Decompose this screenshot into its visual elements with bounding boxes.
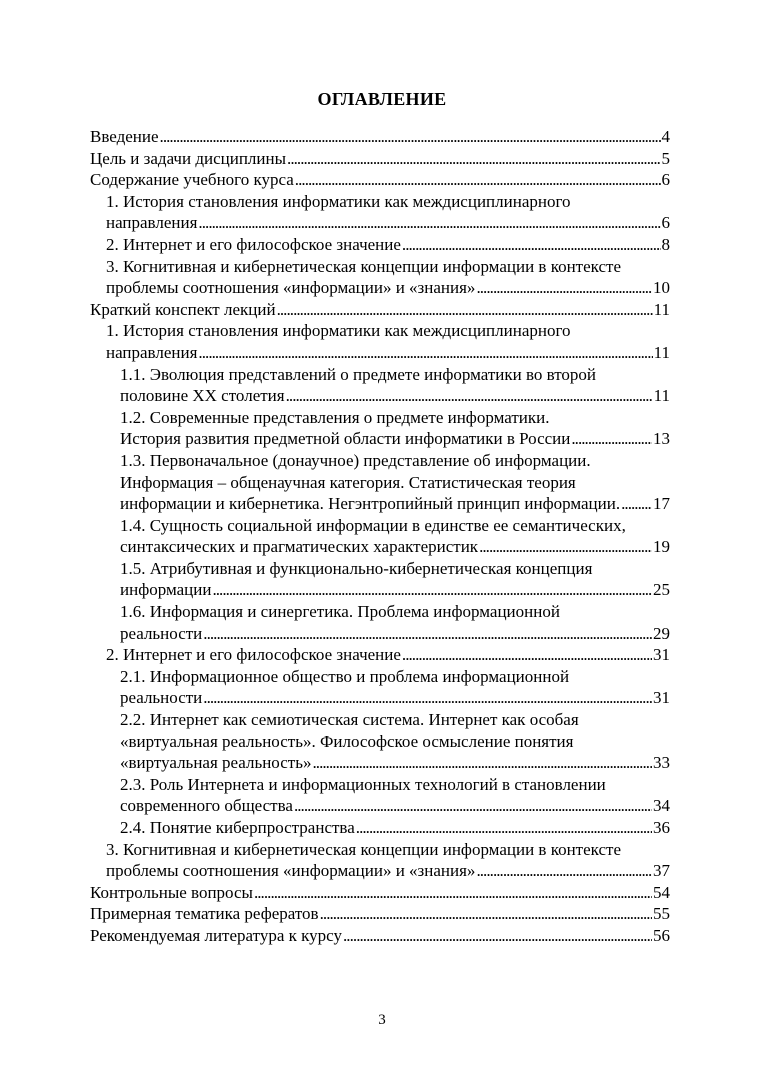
toc-entry-text: История развития предметной области информатики в России [120,429,571,449]
dot-leader [476,860,652,882]
toc-page-number: 10 [653,278,670,298]
toc-entry-text: 3. Когнитивная и кибернетическая концепции информации в контексте [106,256,622,276]
toc-page-number: 19 [653,537,670,557]
toc-page-number: 56 [653,925,670,945]
toc-entry-text: Цель и задачи дисциплины [90,148,287,168]
toc-entry-text: синтаксических и прагматических характеристик [120,537,479,557]
dot-leader [198,212,660,234]
toc-entry[interactable] [90,925,670,947]
toc-entry-text: 2. Интернет и его философское значение [106,645,401,665]
dot-leader [160,126,661,148]
toc-entry[interactable] [90,709,670,774]
toc-entry-text: 1.2. Современные представления о предмете информатики. [120,407,550,427]
dot-leader [277,299,653,321]
dot-leader [571,428,652,450]
page-number: 3 [378,1012,386,1028]
toc-page-number: 29 [653,623,670,643]
toc-entry-text: «виртуальная реальность» [120,753,312,773]
toc-entry-text: Содержание учебного курса [90,170,294,190]
dot-leader [287,148,660,170]
toc-entry-text: 2. Интернет и его философское значение [106,234,401,254]
toc-entry[interactable] [90,364,670,407]
toc-page-number: 4 [661,127,670,146]
toc-entry-text: 2.3. Роль Интернета и информационных технологий в становлении [120,774,606,794]
toc-page-number: 36 [653,818,670,837]
toc-page-number: 11 [653,386,670,406]
toc-entry-text: направления [106,342,198,362]
dot-leader [295,169,661,191]
toc-entry[interactable] [90,558,670,601]
toc-page-number: 6 [661,213,670,233]
dot-leader [198,342,652,364]
toc-page-number: 6 [661,170,670,190]
dot-leader [476,277,652,299]
toc-entry-text: проблемы соотношения «информации» и «знания» [106,278,476,298]
toc-entry-text: 1.1. Эволюция представлений о предмете информатики во второй [120,364,597,384]
dot-leader [212,579,652,601]
toc-entry[interactable] [90,320,670,363]
dot-leader [254,882,652,904]
toc-entry-text: 2.2. Интернет как семиотическая система. Интернет как особая [120,710,579,730]
toc-page-number: 37 [653,861,670,881]
toc-page-number: 31 [653,645,670,665]
toc-entry-text: 1.5. Атрибутивная и функционально-кибернетическая концепция [120,558,593,578]
toc-entry[interactable] [90,839,670,882]
toc-entry-text: реальности [120,623,203,643]
toc-entry-text: реальности [120,688,203,708]
toc-entry[interactable] [90,903,670,925]
dot-leader [294,795,652,817]
toc-entry-text: половине XX столетия [120,386,285,406]
toc-page-number: 8 [661,234,670,254]
toc-entry[interactable] [90,601,670,644]
toc-entry-text: 1. История становления информатики как междисциплинарного [106,321,571,341]
dot-leader [479,536,652,558]
toc-entry-text: 2.1. Информационное общество и проблема информационной [120,666,570,686]
dot-leader [203,687,652,709]
toc-entry-text: Рекомендуемая литература к курсу [90,925,342,945]
toc-page-number: 55 [653,904,670,924]
toc-entry-text: направления [106,213,198,233]
toc-entry-text: информации и кибернетика. Негэнтропийный принцип информации. [120,494,621,514]
toc-page-number: 25 [653,580,670,600]
toc-entry[interactable] [90,774,670,817]
toc-entry[interactable] [90,299,670,321]
toc-entry-text: Контрольные вопросы [90,882,253,902]
toc-entry-text: 2.4. Понятие киберпространства [120,818,355,837]
toc-page-number: 31 [653,688,670,708]
dot-leader [320,903,652,925]
toc-entry-text: Краткий конспект лекций [90,299,276,319]
dot-leader [402,234,661,256]
toc-entry-text: Примерная тематика рефератов [90,904,319,924]
dot-leader [356,817,652,839]
toc-entry-text: Информация – общенаучная категория. Статистическая теория [120,472,576,492]
toc-entry-text: современного общества [120,796,293,816]
toc-entry-text: проблемы соотношения «информации» и «знания» [106,861,476,881]
table-of-contents [90,126,670,947]
dot-leader [621,493,652,515]
page-title: ОГЛАВЛЕНИЕ [317,89,447,109]
toc-entry[interactable] [90,148,670,170]
dot-leader [343,925,652,947]
dot-leader [286,385,653,407]
toc-entry[interactable] [90,882,670,904]
dot-leader [312,752,652,774]
toc-entry-text: 1.6. Информация и синергетика. Проблема информационной [120,602,560,622]
toc-page-number: 34 [653,796,670,816]
toc-page-number: 11 [653,299,670,319]
toc-entry-text: 1.3. Первоначальное (донаучное) представление об информации. [120,450,591,470]
toc-entry-text: 1. История становления информатики как междисциплинарного [106,191,571,211]
toc-entry[interactable] [90,126,670,148]
toc-page-number: 17 [653,494,670,514]
toc-page-number: 5 [661,148,670,168]
toc-entry[interactable] [90,191,670,234]
toc-entry[interactable] [90,817,670,839]
toc-entry-text: информации [120,580,212,600]
toc-entry-text: 1.4. Сущность социальной информации в единстве ее семантических, [120,515,626,535]
dot-leader [203,623,652,645]
toc-entry-text: Введение [90,127,159,146]
toc-entry[interactable] [90,234,670,256]
toc-entry[interactable] [90,644,670,666]
toc-page-number: 13 [653,429,670,449]
toc-page-number: 33 [653,753,670,773]
toc-entry[interactable] [90,515,670,558]
toc-entry[interactable] [90,666,670,709]
toc-entry-text: 3. Когнитивная и кибернетическая концепции информации в контексте [106,839,622,859]
dot-leader [402,644,652,666]
toc-entry[interactable] [90,407,670,450]
toc-entry-text: «виртуальная реальность». Философское осмысление понятия [120,731,574,751]
toc-entry[interactable] [90,256,670,299]
toc-page-number: 11 [653,342,670,362]
toc-entry[interactable] [90,450,670,515]
toc-page-number: 54 [653,882,670,902]
toc-entry[interactable] [90,169,670,191]
